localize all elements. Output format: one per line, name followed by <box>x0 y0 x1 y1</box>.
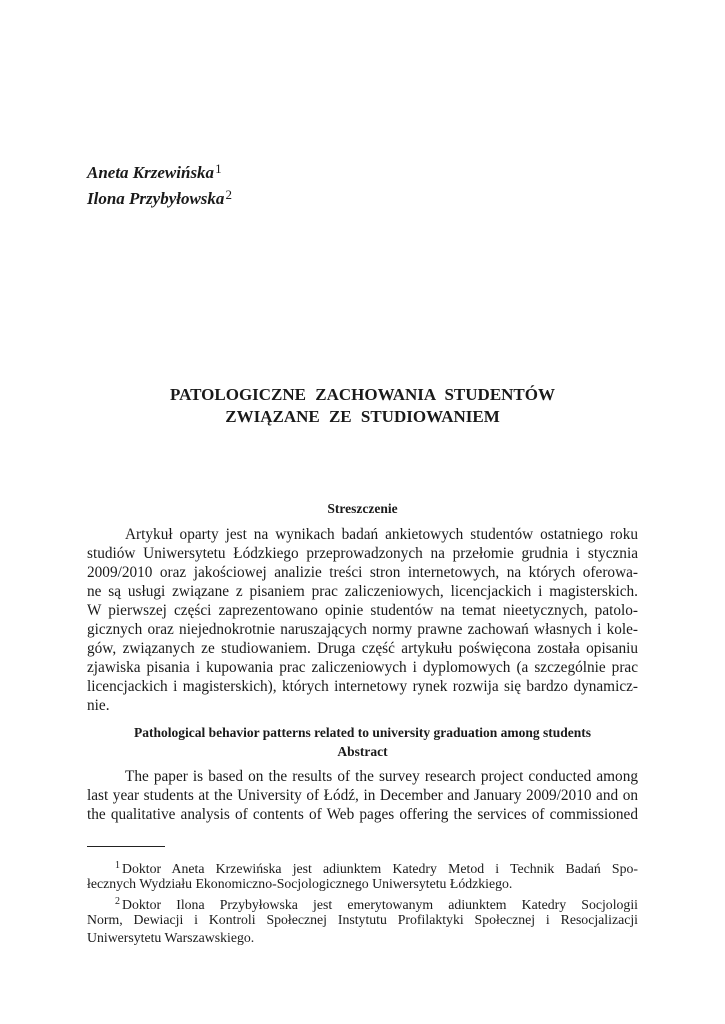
text-line: the qualitative analysis of contents of Web pages offering the services of commissioned <box>87 806 638 823</box>
author-1 <box>87 158 232 184</box>
footnotes <box>87 857 638 947</box>
author-name: Ilona Przybyłowska <box>87 189 225 208</box>
footnote-number: 2 <box>115 896 120 907</box>
footnote-marker[interactable]: 1 <box>215 161 222 176</box>
footnote-line: $^1$ Doktor Aneta Krzewińska jest adiunktem Katedry Metod i Technik Badań Spo- <box>115 860 638 876</box>
text-line: nie. <box>87 697 110 714</box>
footnote-line: $^2$ Doktor Ilona Przybyłowska jest emerytowanym adiunktem Katedry Socjologii <box>115 896 638 912</box>
title-line: ZWIĄZANE ZE STUDIOWANIEM <box>225 407 500 426</box>
streszczenie-heading: Streszczenie <box>327 501 398 516</box>
abstract-body <box>87 767 638 824</box>
article-title <box>87 384 638 428</box>
footnote-marker[interactable]: 2 <box>225 187 232 202</box>
text-line: W pierwszej części zaprezentowano opinie studentów na temat nieetycznych, patolo- <box>87 602 638 619</box>
text-line: ne są usługi związane z pisaniem prac zaliczeniowych, licencjackich i magisterskich. <box>87 583 638 600</box>
english-title: Pathological behavior patterns related to university graduation among students <box>133 725 591 740</box>
text-line: Artykuł oparty jest na wynikach badań ankietowych studentów ostatniego roku <box>125 526 638 543</box>
text-line: zjawiska pisania i kupowania prac zaliczeniowych i dyplomowych (a szczególnie prac <box>87 659 638 676</box>
text-line: The paper is based on the results of the survey research project conducted among <box>125 768 638 785</box>
text-line: gicznych oraz niejednokrotnie naruszających normy prawne zachowań własnych i kole- <box>87 621 638 638</box>
footnote-line: łecznych Wydziału Ekonomiczno-Socjologicznego Uniwersytetu Łódzkiego. <box>87 876 513 891</box>
title-line: PATOLOGICZNE ZACHOWANIA STUDENTÓW <box>169 385 555 404</box>
text-line: last year students at the University of Łódź, in December and January 2009/2010 and on <box>87 787 638 804</box>
text-line: studiów Uniwersytetu Łódzkiego przeprowadzonych na przełomie grudnia i stycznia <box>87 545 638 562</box>
abstract-heading: Abstract <box>337 744 388 759</box>
text-line: licencjackich i magisterskich), których internetowy rynek rozwija się bardzo dynamicz- <box>87 678 638 695</box>
footnote-line: Norm, Dewiacji i Kontroli Społecznej Instytutu Profilaktyki Społecznej i Resocjalizacji <box>87 912 638 927</box>
text-line: 2009/2010 oraz jakościowej analizie treści stron internetowych, na których oferowa- <box>87 564 638 581</box>
author-list <box>87 158 232 210</box>
streszczenie-body <box>87 525 638 715</box>
footnote-number: 1 <box>115 860 120 871</box>
author-name: Aneta Krzewińska <box>87 163 215 182</box>
author-2 <box>87 184 232 210</box>
footnote-line: Uniwersytetu Warszawskiego. <box>87 930 255 945</box>
text-line: gów, związanych ze studiowaniem. Druga część artykułu poświęcona została opisaniu <box>87 640 638 657</box>
footnote-separator <box>87 846 165 847</box>
